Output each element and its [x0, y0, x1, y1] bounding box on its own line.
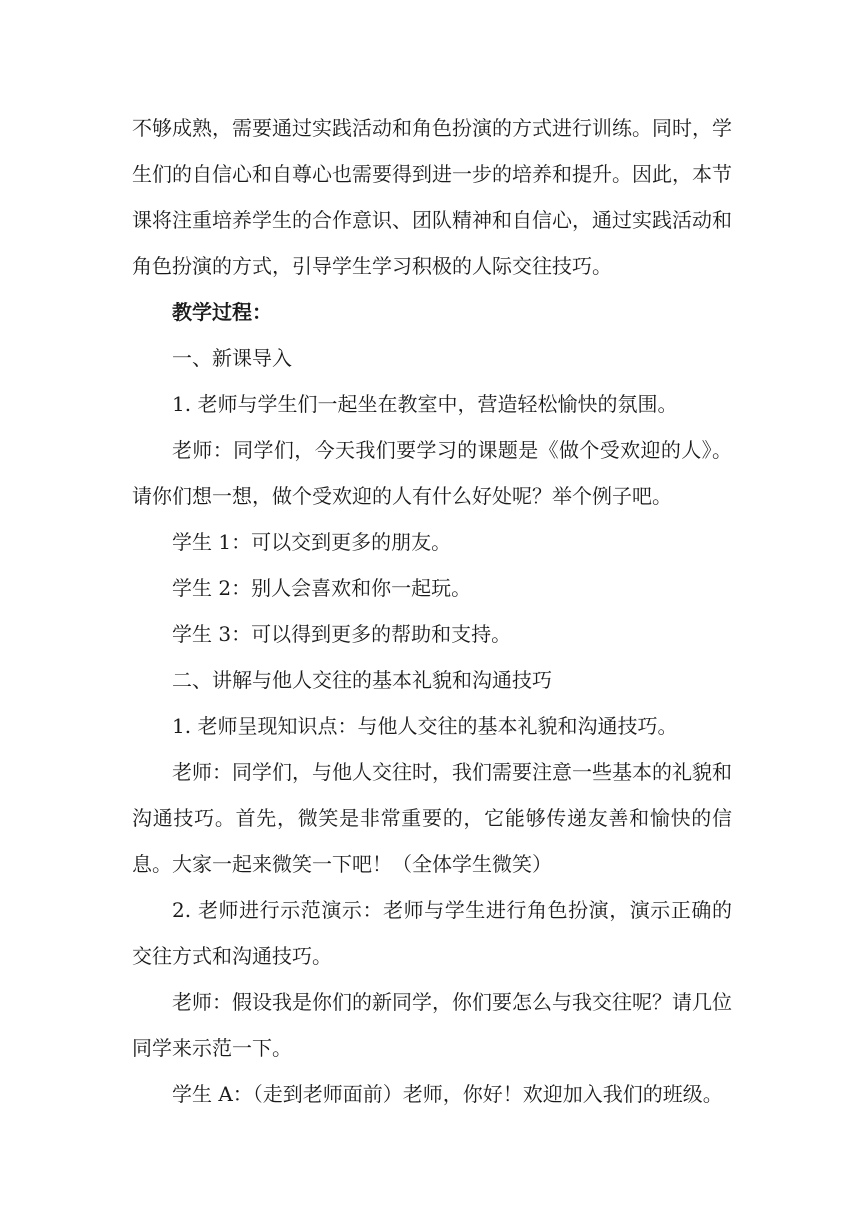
paragraph: 1. 老师与学生们一起坐在教室中，营造轻松愉快的氛围。	[172, 392, 678, 416]
paragraph: 学生 A：（走到老师面前）老师，你好！欢迎加入我们的班级。	[172, 1082, 723, 1106]
document-page	[132, 105, 732, 1117]
section-heading-teaching-process: 教学过程：	[172, 300, 272, 324]
paragraph-continuation: 不够成熟，需要通过实践活动和角色扮演的方式进行训练。同时，学生们的自信心和自尊心也需要得到进一步的培养和提升。因此，本节课将注重培养学生的合作意识、团队精神和自信心，通过实践活动和角色扮演的方式，引导学生学习积极的人际交往技巧。	[132, 116, 732, 278]
paragraph: 1. 老师呈现知识点：与他人交往的基本礼貌和沟通技巧。	[172, 714, 678, 738]
paragraph: 2. 老师进行示范演示：老师与学生进行角色扮演，演示正确的交往方式和沟通技巧。	[132, 898, 732, 968]
paragraph: 老师：同学们，与他人交往时，我们需要注意一些基本的礼貌和沟通技巧。首先，微笑是非常重要的，它能够传递友善和愉快的信息。大家一起来微笑一下吧！（全体学生微笑）	[132, 760, 732, 876]
paragraph: 学生 2：别人会喜欢和你一起玩。	[172, 576, 472, 600]
paragraph: 老师：同学们，今天我们要学习的课题是《做个受欢迎的人》。请你们想一想，做个受欢迎的人有什么好处呢？举个例子吧。	[132, 438, 732, 508]
section-heading-intro: 一、新课导入	[172, 346, 292, 370]
section-heading-etiquette: 二、讲解与他人交往的基本礼貌和沟通技巧	[172, 668, 552, 692]
paragraph: 老师：假设我是你们的新同学，你们要怎么与我交往呢？请几位同学来示范一下。	[132, 990, 732, 1060]
paragraph: 学生 3：可以得到更多的帮助和支持。	[172, 622, 512, 646]
paragraph: 学生 1：可以交到更多的朋友。	[172, 530, 452, 554]
